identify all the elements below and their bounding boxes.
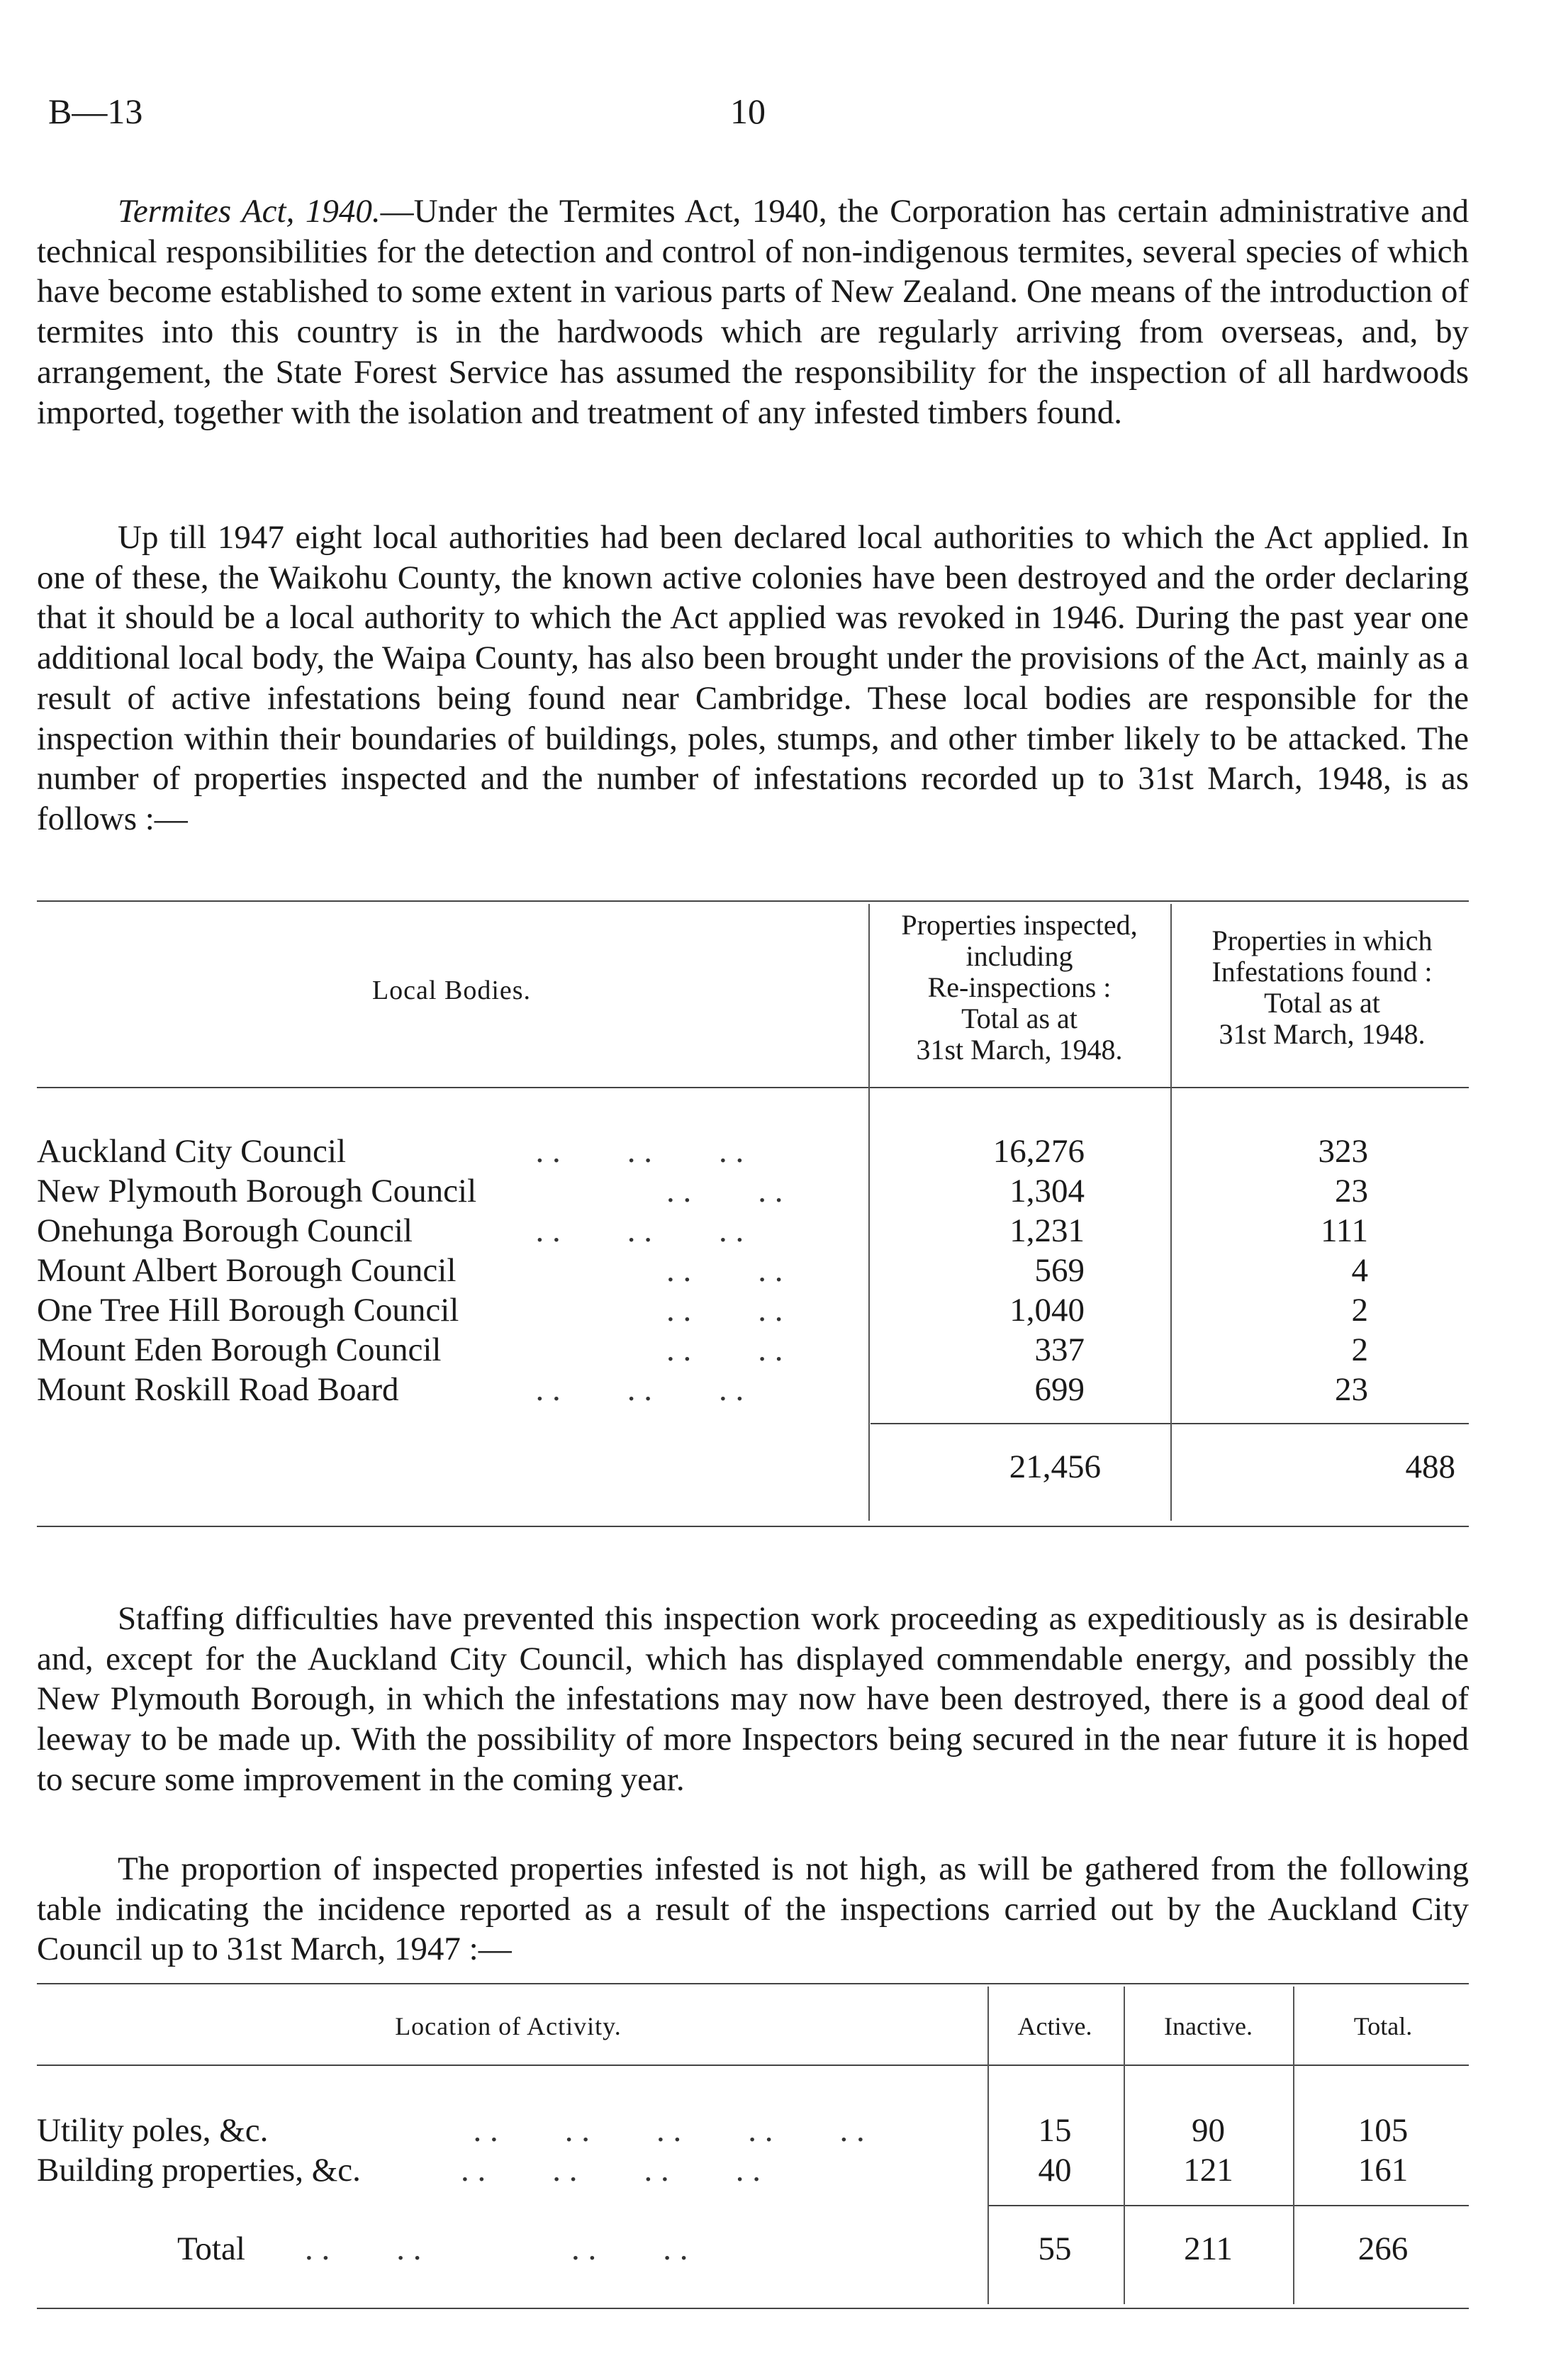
properties-inspected-value: 1,304	[1009, 1173, 1085, 1209]
local-body-name: Auckland City Council	[37, 1133, 347, 1170]
grand-total: 266	[1358, 2230, 1409, 2267]
table-row	[37, 2151, 1469, 2191]
table-row	[37, 1331, 1469, 1370]
local-body-name: Mount Roskill Road Board	[37, 1371, 399, 1408]
column-header-properties-inspected	[871, 910, 1168, 1066]
inactive-value: 121	[1183, 2152, 1233, 2189]
properties-inspected-value: 1,040	[1009, 1292, 1085, 1329]
header-line: 31st March, 1948.	[1219, 1018, 1426, 1050]
paragraph-proportion: The proportion of inspected properties infested is not high, as will be gathered from the following table indicating the incidence reported as a result of the inspections carried out by the Auckland City Council up to 31st March, 1947 :—	[37, 1850, 1469, 1968]
table-row	[37, 1172, 1469, 1212]
section-title: Termites Act, 1940.	[118, 193, 381, 230]
header-line: including	[965, 940, 1073, 972]
active-total: 55	[1038, 2230, 1072, 2267]
table-row	[37, 1251, 1469, 1291]
column-header-total: Total.	[1353, 2012, 1413, 2040]
table-rule-header	[37, 2065, 1469, 2066]
paragraph-termites-act	[37, 191, 1469, 432]
column-header-local-bodies: Local Bodies.	[371, 976, 532, 1005]
paragraph-text: —Under the Termites Act, 1940, the Corporation has certain administrative and technical responsibilities for the detection and control of non-indigenous termites, several species of which have become established to some extent in various parts of New Zealand. One means of the introduction of termites into this country is in the hardwoods which are regularly arriving from overseas, and, by arrangement, the State Forest Service has assumed the responsibility for the inspection of all hardwoods imported, together with the isolation and treatment of any infested timbers found.	[37, 193, 1470, 431]
leader-dots: . . . .	[666, 1173, 783, 1209]
local-body-name: Mount Albert Borough Council	[37, 1252, 457, 1289]
infestations-value: 23	[1335, 1173, 1368, 1209]
leader-dots: . . . . . . . .	[461, 2152, 761, 2189]
location-name: Building properties, &c.	[37, 2152, 361, 2189]
total-value: 161	[1358, 2152, 1409, 2189]
properties-inspected-value: 16,276	[992, 1133, 1085, 1170]
leader-dots: . . . . . .	[519, 1133, 744, 1170]
infestations-value: 111	[1320, 1212, 1368, 1249]
table-row-total	[37, 2230, 1469, 2269]
infestations-value: 23	[1335, 1371, 1368, 1408]
leader-dots: . . . . . .	[519, 1212, 744, 1249]
table-row	[37, 1370, 1469, 1410]
table-row	[37, 2111, 1469, 2151]
paragraph-local-authorities: Up till 1947 eight local authorities had been declared local authorities to which the Act applied. In one of these, the Waikohu County, the known active colonies have been destroyed and the order declaring that it should be a local authority to which the Act applied was revoked in 1946. During the past year one additional local body, the Waipa County, has also been brought under the provisions of the Act, mainly as a result of active infestations being found near Cambridge. These local bodies are responsible for the inspection within their boundaries of buildings, poles, stumps, and other timber likely to be attacked. The number of properties inspected and the number of infestations recorded up to 31st March, 1948, is as follows :—	[37, 519, 1469, 837]
total-infestations: 488	[1405, 1448, 1455, 1485]
table-rule-header	[37, 1087, 1469, 1088]
local-body-name: New Plymouth Borough Council	[37, 1173, 477, 1209]
leader-dots: . . . .	[666, 1331, 783, 1368]
infestations-value: 323	[1318, 1133, 1368, 1170]
leader-dots: . . . .	[666, 1252, 783, 1289]
location-name: Utility poles, &c.	[37, 2112, 269, 2149]
header-line: Properties inspected,	[901, 909, 1138, 941]
inactive-total: 211	[1184, 2230, 1233, 2267]
header-line: Total as at	[961, 1002, 1078, 1034]
properties-inspected-value: 569	[1034, 1252, 1085, 1289]
properties-inspected-value: 1,231	[1009, 1212, 1085, 1249]
header-line: Re-inspections :	[927, 971, 1112, 1003]
header-line: Infestations found :	[1211, 956, 1433, 988]
paragraph-staffing: Staffing difficulties have prevented this inspection work proceeding as expeditiously as is desirable and, except for the Auckland City Council, which has displayed commendable energy, and possibly the New Plymouth Borough, in which the infestations may now have been destroyed, there is a good deal of leeway to be made up. With the possibility of more Inspectors being secured in the near future it is hoped to secure some improvement in the coming year.	[37, 1600, 1469, 1798]
leader-dots: . . . . . .	[519, 1371, 744, 1408]
table-row	[37, 1212, 1469, 1251]
local-body-name: Onehunga Borough Council	[37, 1212, 413, 1249]
column-header-active: Active.	[1017, 2012, 1092, 2040]
table-rule-top	[37, 1983, 1469, 1984]
leader-dots: . . . .	[666, 1292, 783, 1329]
local-body-name: One Tree Hill Borough Council	[37, 1292, 459, 1329]
column-header-inactive: Inactive.	[1164, 2012, 1253, 2040]
active-value: 15	[1038, 2112, 1072, 2149]
leader-dots: . . . . . . . .	[305, 2230, 688, 2267]
column-header-infestations	[1173, 925, 1471, 1050]
total-properties-inspected: 21,456	[1009, 1448, 1101, 1485]
properties-inspected-value: 337	[1034, 1331, 1085, 1368]
header-line: Total as at	[1264, 987, 1380, 1019]
properties-inspected-value: 699	[1034, 1371, 1085, 1408]
active-value: 40	[1038, 2152, 1072, 2189]
header-line: 31st March, 1948.	[916, 1034, 1123, 1066]
table-rule-subtotal	[871, 1423, 1469, 1424]
total-value: 105	[1358, 2112, 1409, 2149]
header-line: Properties in which	[1211, 924, 1433, 956]
inactive-value: 90	[1192, 2112, 1225, 2149]
page-number: 10	[730, 91, 766, 131]
table-row	[37, 1132, 1469, 1172]
infestations-value: 2	[1351, 1331, 1368, 1368]
table-rule-bottom	[37, 2308, 1469, 2309]
table-rule-subtotal	[989, 2205, 1469, 2206]
leader-dots: . . . . . . . . . .	[457, 2112, 865, 2149]
infestations-value: 2	[1351, 1292, 1368, 1329]
total-label: Total	[177, 2230, 245, 2267]
infestations-value: 4	[1351, 1252, 1368, 1289]
table-rule-bottom	[37, 1526, 1469, 1527]
column-header-location: Location of Activity.	[395, 2012, 622, 2040]
table-rule-top	[37, 900, 1469, 902]
page-reference: B—13	[48, 91, 143, 131]
local-body-name: Mount Eden Borough Council	[37, 1331, 442, 1368]
table-row	[37, 1291, 1469, 1331]
